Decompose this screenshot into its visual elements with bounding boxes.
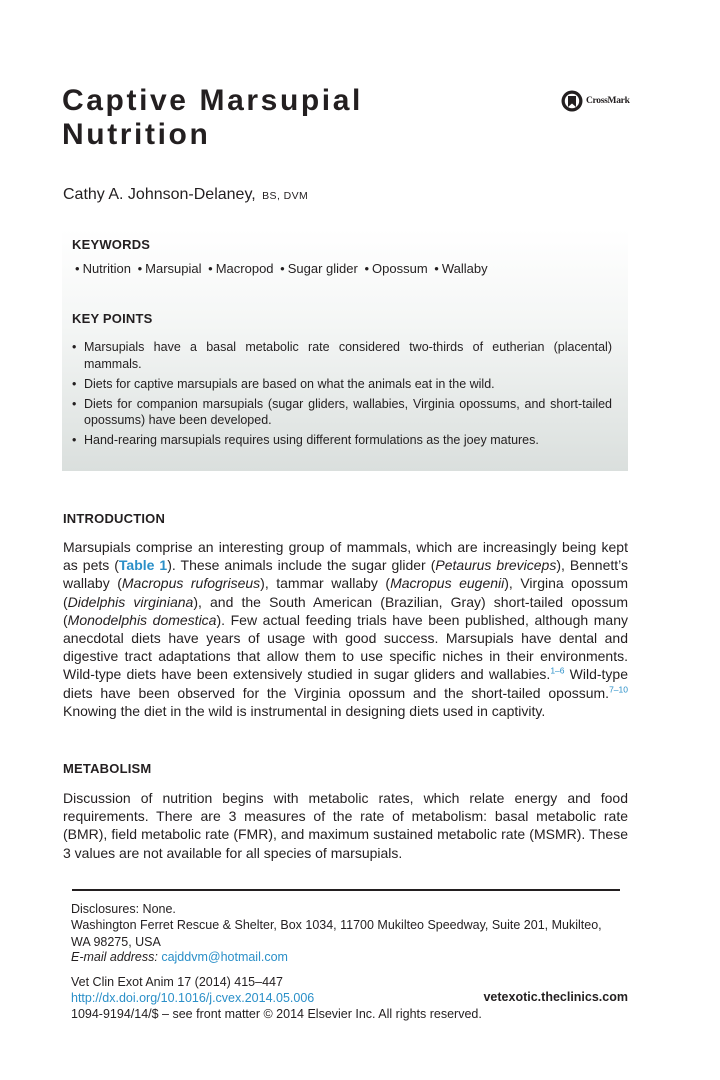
key-point-item: • Diets for companion marsupials (sugar gliders, wallabies, Virginia opossums, and short-tailed opossums) have been developed. (72, 396, 612, 429)
address (71, 917, 631, 950)
copyright: 1094-9194/14/$ – see front matter © 2014 Elsevier Inc. All rights reserved. (71, 1007, 482, 1021)
species-name: Macropus eugenii (390, 575, 505, 592)
keywords-keypoints-box (62, 229, 628, 471)
author-name: Cathy A. Johnson-Delaney, (63, 186, 256, 203)
email-label: E-mail address: (71, 950, 158, 964)
keyword: Opossum (372, 261, 428, 276)
disclosures: Disclosures: None. (71, 902, 176, 916)
footnote-divider (72, 889, 620, 891)
article-title (62, 84, 363, 152)
crossmark-icon (561, 90, 583, 112)
crossmark-label: CrossMark (586, 96, 630, 106)
email-line (71, 949, 631, 966)
keywords-list: • Nutrition • Marsupial • Macropod • Sugar glider • Opossum • Wallaby (75, 261, 488, 276)
keyword: Macropod (215, 261, 274, 276)
keyword: Nutrition (82, 261, 131, 276)
key-points-heading: KEY POINTS (72, 311, 153, 326)
keyword: Marsupial (145, 261, 202, 276)
keyword: Wallaby (441, 261, 488, 276)
email-link[interactable]: cajddvm@hotmail.com (161, 950, 288, 964)
title-line-2: Nutrition (62, 118, 211, 151)
title-line-1: Captive Marsupial (62, 84, 363, 117)
introduction-heading: INTRODUCTION (63, 511, 166, 526)
address-line-1: Washington Ferret Rescue & Shelter, Box 1034, 11700 Mukilteo Speedway, Suite 201, Mukilteo, (71, 918, 602, 932)
metabolism-heading: METABOLISM (63, 761, 152, 776)
keyword: Sugar glider (287, 261, 358, 276)
crossmark-badge[interactable] (561, 90, 630, 112)
species-name: Macropus rufogriseus (121, 575, 261, 592)
key-point-item: • Hand-rearing marsupials requires using different formulations as the joey matures. (72, 432, 612, 449)
journal-website[interactable]: vetexotic.theclinics.com (483, 990, 628, 1004)
keywords-heading: KEYWORDS (72, 237, 151, 252)
citation: Vet Clin Exot Anim 17 (2014) 415–447 (71, 975, 283, 989)
species-name: Monodelphis domestica (67, 611, 217, 628)
metabolism-paragraph: Discussion of nutrition begins with metabolic rates, which relate energy and food requirements. There are 3 measures of the rate of metabolism: basal metabolic rate (BMR), field metabolic rate (FMR), and maximum sustained metabolic rate (MSMR). These 3 values are not available for all species of marsupials. (63, 790, 628, 861)
address-line-2: WA 98275, USA (71, 934, 161, 949)
author-line (63, 186, 308, 204)
table-1-link[interactable]: Table 1 (118, 557, 168, 574)
species-name: Petaurus breviceps (435, 557, 557, 574)
key-point-item: • Diets for captive marsupials are based on what the animals eat in the wild. (72, 376, 612, 393)
key-points-list (72, 339, 612, 452)
reference-link[interactable]: 7–10 (609, 683, 628, 694)
key-point-item: • Marsupials have a basal metabolic rate considered two-thirds of eutherian (placental) mammals. (72, 339, 612, 372)
species-name: Didelphis virginiana (67, 593, 194, 610)
author-degrees: BS, DVM (262, 190, 309, 202)
introduction-paragraph: Marsupials comprise an interesting group of mammals, which are increasingly being kept as pets (Table 1). These animals include the sugar glider (Petaurus breviceps), Bennett’s wallaby (Macropus rufogriseus), tammar wallaby (Macropus eugenii), Virgina opossum (Didelphis virginiana), and the South American (Brazilian, Gray) short-tailed opossum (Monodelphis domestica). Few actual feeding trials have been published, although many anecdotal diets have years of usage with good success. Marsupials have dental and digestive tract adaptations that allow them to use specific niches in their environments. Wild-type diets have been extensively studied in sugar gliders and wallabies.$^{1-6}$ Wild-type diets have been observed for the Virginia opossum and the short-tailed opossum.$^{7-10}$ Knowing the diet in the wild is instrumental in designing diets used in captivity. (63, 539, 629, 719)
reference-link[interactable]: 1–6 (550, 665, 565, 676)
doi-link[interactable]: http://dx.doi.org/10.1016/j.cvex.2014.05.006 (71, 991, 315, 1005)
